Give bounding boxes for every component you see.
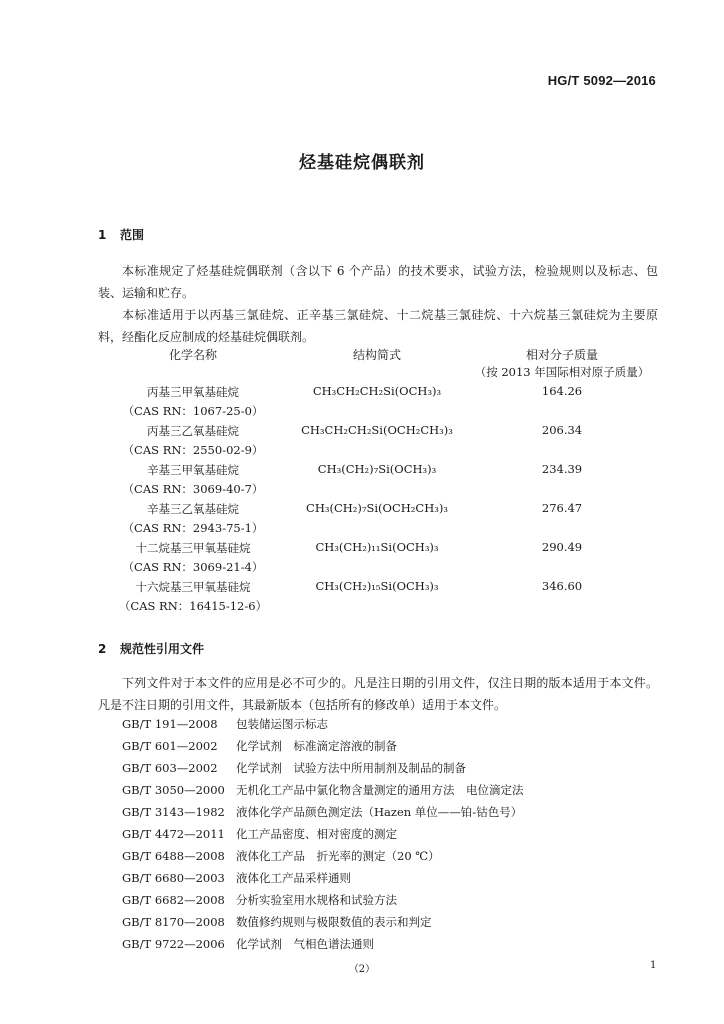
reference-code: GB/T 3050—2000: [122, 783, 225, 797]
table-cell-formula: CH₃CH₂CH₂Si(OCH₃)₃: [312, 384, 442, 398]
reference-title: 化学试剂 气相色谱法通则: [236, 937, 374, 951]
table-cell-cas: （CAS RN：3069-21-4）: [122, 560, 264, 574]
reference-code: GB/T 3143—1982: [122, 805, 225, 819]
reference-title: 包装储运图示标志: [236, 717, 328, 731]
table-cell-name: 辛基三甲氧基硅烷: [147, 463, 239, 477]
table-cell-name: 丙基三乙氧基硅烷: [147, 424, 239, 438]
reference-title: 化学试剂 标准滴定溶液的制备: [236, 739, 397, 753]
reference-code: GB/T 8170—2008: [122, 915, 225, 929]
section-2-number: 2: [98, 642, 107, 656]
list-item: [122, 760, 466, 776]
document-title: 烃基硅烷偶联剂: [299, 153, 425, 173]
table-cell-name: 辛基三乙氧基硅烷: [147, 502, 239, 516]
list-item: [122, 914, 432, 930]
section-1-number: 1: [98, 228, 107, 242]
reference-title: 分析实验室用水规格和试验方法: [236, 893, 397, 907]
table-cell-mass: 290.49: [541, 540, 583, 554]
list-item: [122, 936, 374, 952]
page-number: （2）: [348, 964, 376, 975]
list-item: [122, 804, 522, 820]
reference-code: GB/T 6680—2003: [122, 871, 225, 885]
reference-code: GB/T 601—2002: [122, 739, 218, 753]
reference-code: GB/T 603—2002: [122, 761, 218, 775]
table-cell-mass: 276.47: [541, 501, 583, 515]
table-cell-mass: 346.60: [541, 579, 583, 593]
table-cell-formula: CH₃(CH₂)₁₅Si(OCH₃)₃: [315, 579, 439, 593]
table-header-mass: 相对分子质量: [525, 348, 598, 362]
table-cell-mass: 164.26: [541, 384, 583, 398]
list-item: [122, 738, 397, 754]
table-cell-mass: 206.34: [541, 423, 583, 437]
edge-mark: 1: [650, 960, 657, 971]
section-1-paragraph-1: 本标准规定了烃基硅烷偶联剂（含以下 6 个产品）的技术要求，试验方法，检验规则以及标志、包装、运输和贮存。: [98, 264, 658, 300]
reference-title: 化工产品密度、相对密度的测定: [236, 827, 397, 841]
section-2-heading: [98, 640, 204, 657]
list-item: [122, 848, 440, 864]
reference-title: 液体化学产品颜色测定法（Hazen 单位——铂-钴色号）: [236, 805, 523, 819]
table-cell-cas: （CAS RN：2943-75-1）: [122, 521, 264, 535]
section-1-title: 范围: [120, 228, 145, 242]
list-item: [122, 716, 328, 732]
table-header-mass-note: （按 2013 年国际相对原子质量）: [474, 365, 650, 379]
reference-title: 数值修约规则与极限数值的表示和判定: [236, 915, 432, 929]
table-cell-mass: 234.39: [541, 462, 583, 476]
table-cell-formula: CH₃(CH₂)₁₁Si(OCH₃)₃: [315, 540, 439, 554]
table-cell-cas: （CAS RN：1067-25-0）: [122, 404, 264, 418]
reference-code: GB/T 9722—2006: [122, 937, 225, 951]
section-2-title: 规范性引用文件: [120, 642, 205, 656]
reference-title: 液体化工产品采样通则: [236, 871, 351, 885]
table-cell-formula: CH₃(CH₂)₇Si(OCH₂CH₃)₃: [306, 501, 448, 515]
table-cell-cas: （CAS RN：3069-40-7）: [122, 482, 264, 496]
table-cell-formula: CH₃(CH₂)₇Si(OCH₃)₃: [317, 462, 437, 476]
section-1-paragraph-2: 本标准适用于以丙基三氯硅烷、正辛基三氯硅烷、十二烷基三氯硅烷、十六烷基三氯硅烷为主要原料，经酯化反应制成的烃基硅烷偶联剂。: [98, 308, 658, 344]
reference-code: GB/T 6488—2008: [122, 849, 225, 863]
table-header-formula: 结构简式: [352, 348, 401, 362]
reference-code: GB/T 6682—2008: [122, 893, 225, 907]
list-item: [122, 782, 524, 798]
list-item: [122, 826, 397, 842]
table-cell-name: 十六烷基三甲氧基硅烷: [135, 580, 251, 594]
reference-title: 无机化工产品中氯化物含量测定的通用方法 电位滴定法: [236, 783, 524, 797]
list-item: [122, 870, 351, 886]
reference-title: 化学试剂 试验方法中所用制剂及制品的制备: [236, 761, 466, 775]
list-item: [122, 892, 397, 908]
table-cell-cas: （CAS RN：2550-02-9）: [122, 443, 264, 457]
section-1-heading: [98, 226, 144, 243]
table-cell-cas: （CAS RN：16415-12-6）: [118, 599, 268, 613]
standard-code: HG/T 5092—2016: [547, 73, 656, 88]
table-header-name: 化学名称: [168, 348, 217, 362]
reference-code: GB/T 4472—2011: [122, 827, 225, 841]
table-cell-name: 丙基三甲氧基硅烷: [147, 385, 239, 399]
reference-title: 液体化工产品 折光率的测定（20 ℃）: [236, 849, 440, 863]
table-cell-formula: CH₃CH₂CH₂Si(OCH₂CH₃)₃: [301, 423, 453, 437]
reference-code: GB/T 191—2008: [122, 717, 218, 731]
section-2-paragraph-1: 下列文件对于本文件的应用是必不可少的。凡是注日期的引用文件，仅注日期的版本适用于本文件。凡是不注日期的引用文件，其最新版本（包括所有的修改单）适用于本文件。: [98, 676, 658, 712]
table-cell-name: 十二烷基三甲氧基硅烷: [135, 541, 251, 555]
